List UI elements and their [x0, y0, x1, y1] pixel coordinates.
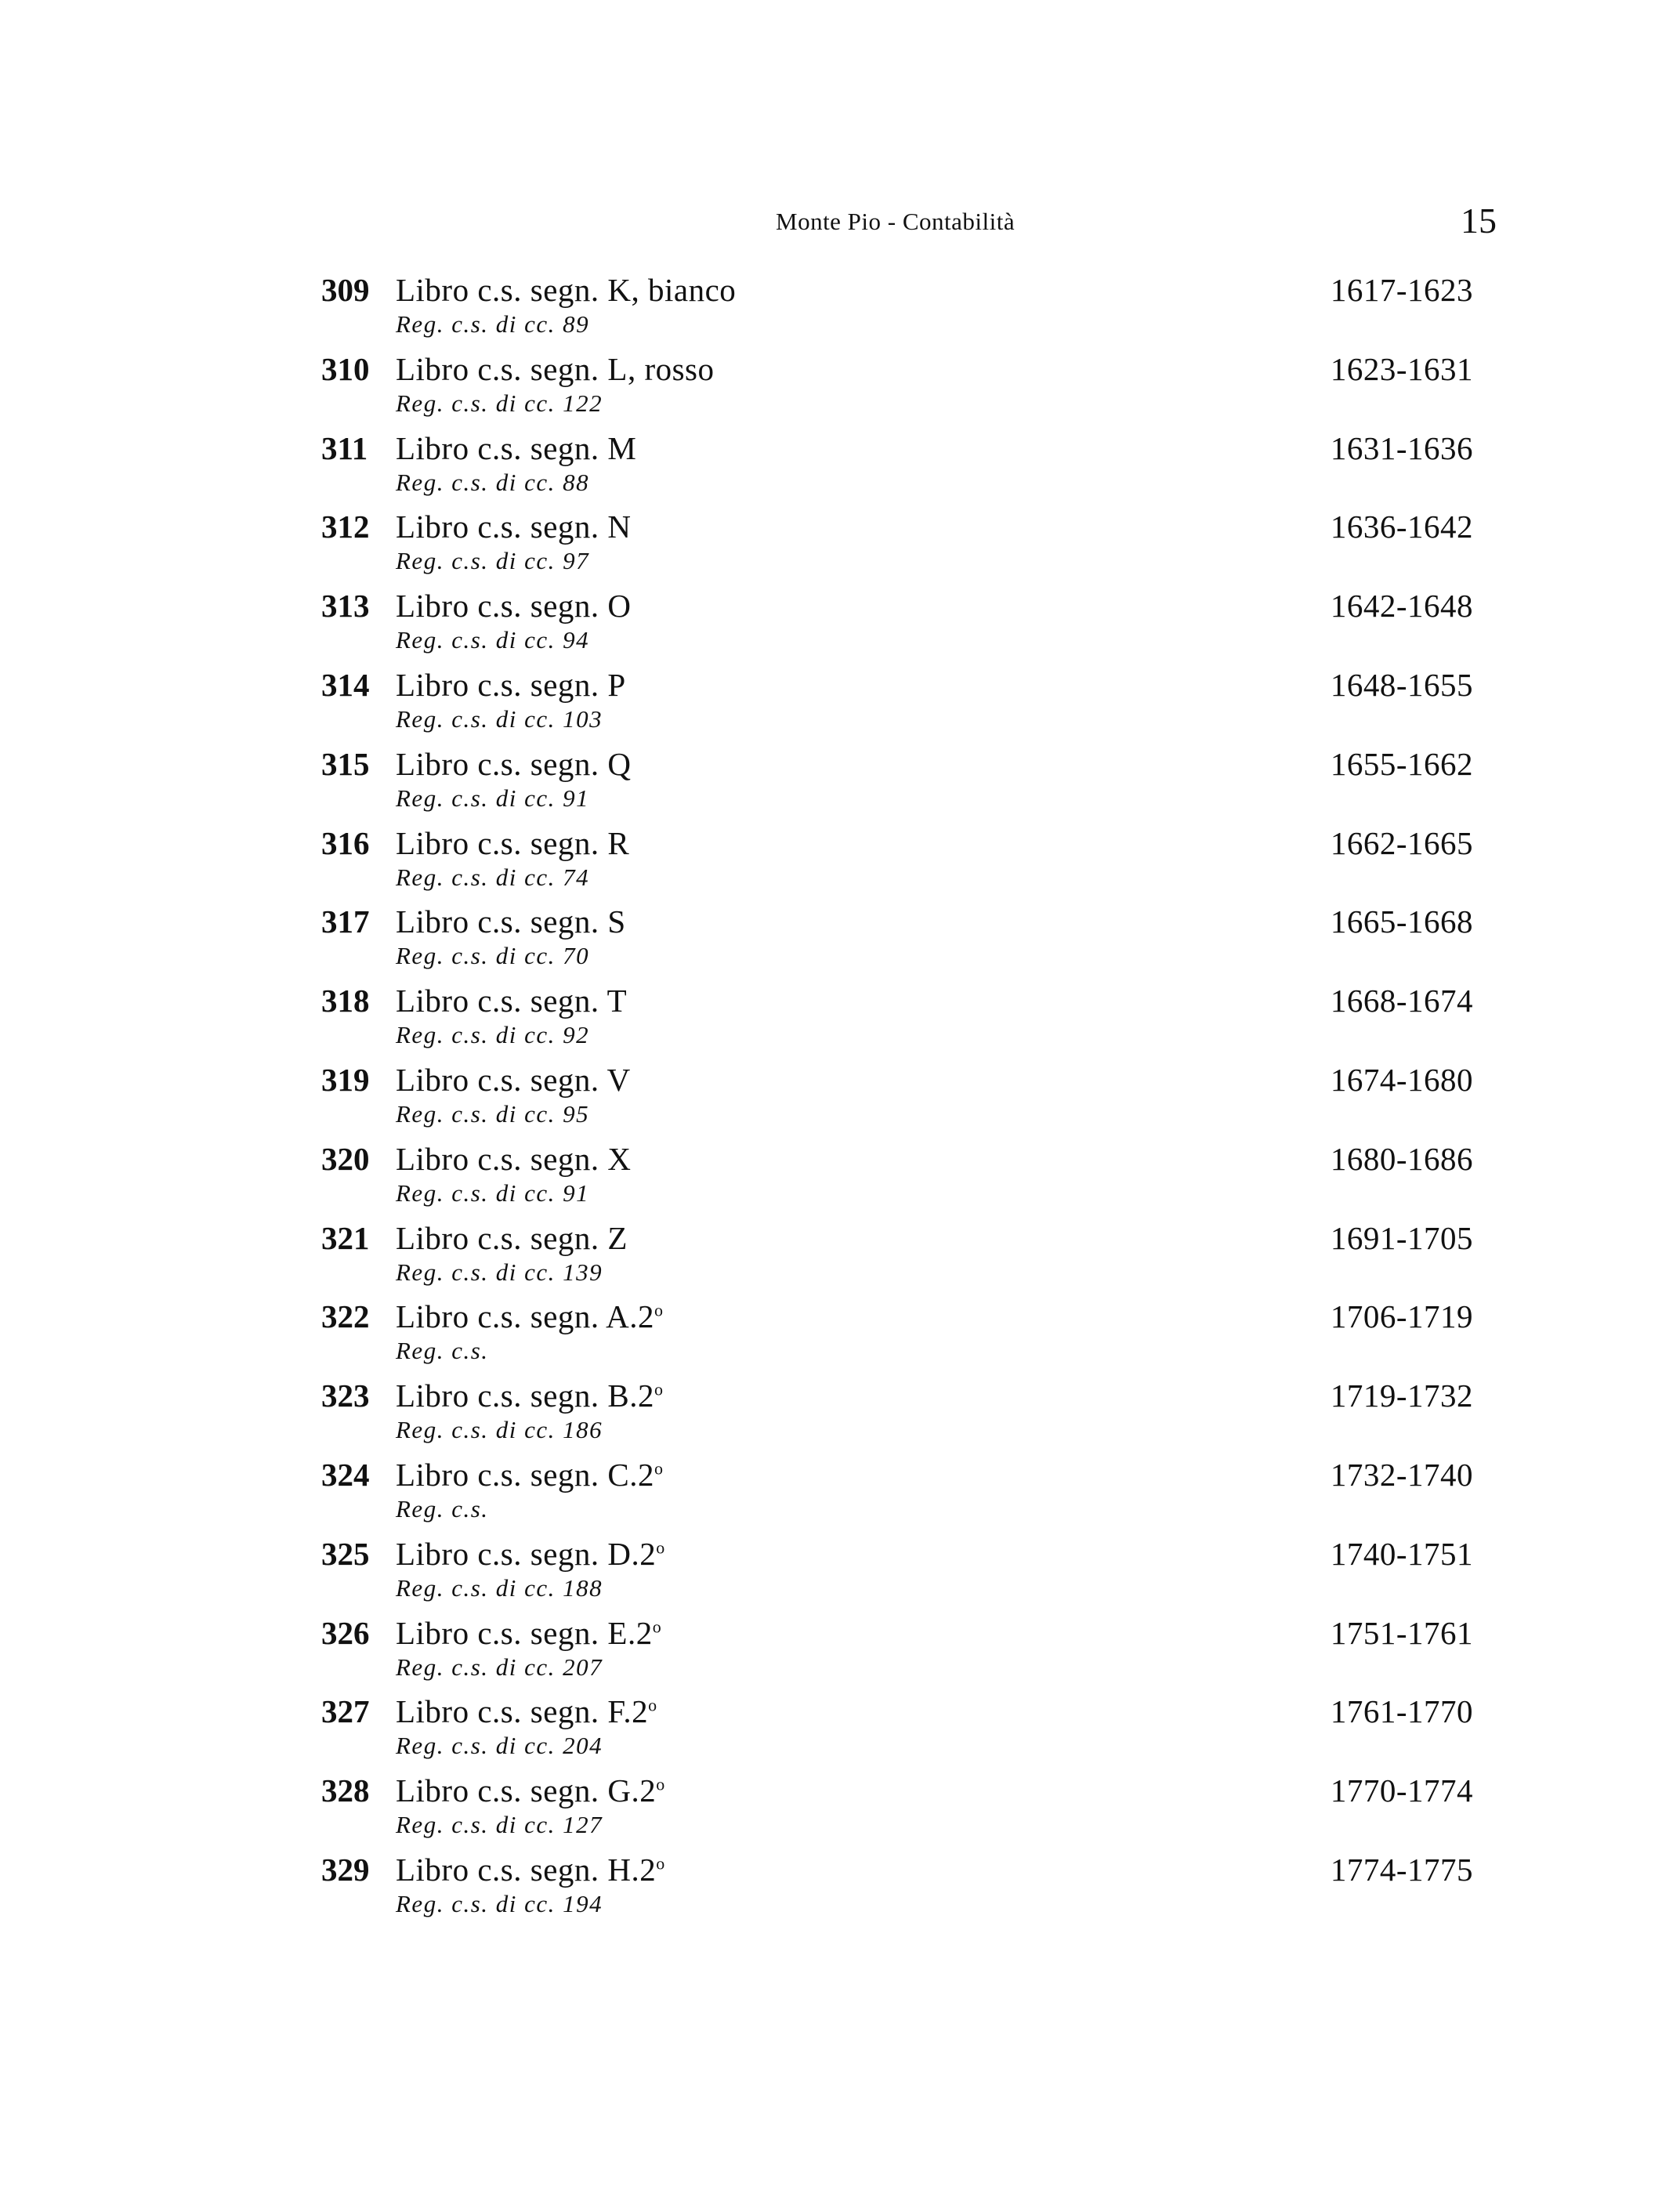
entry-description: Reg. c.s. di cc. 88 — [396, 468, 590, 496]
entry-dates: 1665-1668 — [1330, 903, 1473, 940]
list-item — [321, 985, 1497, 1064]
entry-title — [396, 1693, 657, 1730]
entry-title — [396, 511, 632, 543]
entry-title — [396, 1380, 664, 1412]
entry-dates: 1719-1732 — [1330, 1378, 1473, 1414]
entry-title — [396, 985, 627, 1017]
entry-number: 312 — [321, 509, 370, 545]
list-item — [321, 1298, 1497, 1380]
entry-description: Reg. c.s. di cc. 186 — [396, 1416, 603, 1444]
list-item — [321, 666, 1497, 748]
entry-description: Reg. c.s. di cc. 95 — [396, 1099, 590, 1128]
entry-number: 325 — [321, 1535, 370, 1572]
entry-dates: 1691-1705 — [1330, 1219, 1473, 1256]
entry-title-superscript: o — [656, 1853, 665, 1874]
entry-title — [396, 1219, 628, 1256]
entry-description: Reg. c.s. di cc. 139 — [396, 1258, 603, 1286]
entry-title-text: Libro c.s. segn. E.2 — [396, 1614, 653, 1651]
entry-dates: 1774-1775 — [1330, 1851, 1473, 1888]
entry-dates: 1751-1761 — [1330, 1614, 1473, 1651]
entry-title-superscript: o — [656, 1774, 665, 1794]
entry-title-text: Libro c.s. segn. H.2 — [396, 1851, 657, 1888]
entry-description: Reg. c.s. di cc. 207 — [396, 1653, 603, 1681]
entry-number: 328 — [321, 1772, 370, 1809]
list-item — [321, 1614, 1497, 1696]
entry-title — [396, 824, 630, 861]
entry-title-text: Libro c.s. segn. Q — [396, 745, 632, 782]
entry-number: 324 — [321, 1456, 370, 1493]
entry-dates: 1770-1774 — [1330, 1772, 1473, 1809]
entry-title — [396, 1061, 631, 1098]
entry-number: 316 — [321, 824, 370, 861]
entry-description: Reg. c.s. di cc. 70 — [396, 942, 590, 970]
entry-description: Reg. c.s. — [396, 1494, 489, 1522]
entry-dates: 1631-1636 — [1330, 429, 1473, 466]
entry-description: Reg. c.s. di cc. 89 — [396, 310, 590, 338]
entry-description: Reg. c.s. di cc. 92 — [396, 1021, 590, 1049]
entry-dates: 1668-1674 — [1330, 983, 1473, 1019]
list-item — [321, 429, 1497, 512]
entry-title — [396, 429, 637, 466]
entry-number: 314 — [321, 666, 370, 703]
entry-description: Reg. c.s. di cc. 188 — [396, 1573, 603, 1602]
entry-description: Reg. c.s. di cc. 91 — [396, 784, 590, 812]
entry-title-text: Libro c.s. segn. K, bianco — [396, 272, 737, 308]
list-item — [321, 1061, 1497, 1143]
entry-title-text: Libro c.s. segn. O — [396, 588, 632, 625]
entry-title-text: Libro c.s. segn. A.2 — [396, 1298, 654, 1335]
entry-title — [396, 1851, 665, 1888]
entry-title-superscript: o — [656, 1537, 665, 1558]
entry-title-superscript: o — [654, 1300, 664, 1320]
entry-title-superscript: o — [648, 1695, 657, 1715]
entry-description: Reg. c.s. di cc. 103 — [396, 704, 603, 733]
list-item — [321, 274, 1497, 353]
entry-dates: 1680-1686 — [1330, 1140, 1473, 1177]
entry-dates: 1617-1623 — [1330, 272, 1473, 308]
entry-dates: 1732-1740 — [1330, 1456, 1473, 1493]
entry-dates: 1636-1642 — [1330, 509, 1473, 545]
entry-title-text: Libro c.s. segn. X — [396, 1140, 632, 1177]
entry-title-text: Libro c.s. segn. F.2 — [396, 1693, 649, 1730]
entry-title-superscript: o — [654, 1458, 664, 1479]
entry-title-text: Libro c.s. segn. B.2 — [396, 1378, 654, 1414]
running-title: Monte Pio - Contabilità — [776, 208, 1016, 235]
list-item — [321, 590, 1497, 669]
list-item — [321, 824, 1497, 907]
entry-dates: 1655-1662 — [1330, 745, 1473, 782]
entry-title — [396, 274, 736, 306]
entry-number: 319 — [321, 1061, 370, 1098]
entry-title-text: Libro c.s. segn. V — [396, 1061, 631, 1098]
entry-description: Reg. c.s. di cc. 194 — [396, 1889, 603, 1917]
entry-description: Reg. c.s. di cc. 127 — [396, 1811, 603, 1839]
page-header — [321, 200, 1497, 255]
entry-description: Reg. c.s. di cc. 122 — [396, 389, 603, 417]
entry-title-text: Libro c.s. segn. S — [396, 903, 626, 940]
entry-title-text: Libro c.s. segn. Z — [396, 1219, 628, 1256]
entry-dates: 1740-1751 — [1330, 1535, 1473, 1572]
list-item — [321, 1140, 1497, 1222]
entry-description: Reg. c.s. di cc. 74 — [396, 863, 590, 891]
entry-dates: 1761-1770 — [1330, 1693, 1473, 1730]
entry-title-superscript: o — [652, 1616, 662, 1636]
entry-dates: 1623-1631 — [1330, 350, 1473, 387]
entry-title — [396, 903, 626, 940]
entry-number: 329 — [321, 1851, 370, 1888]
page-number: 15 — [1461, 201, 1497, 241]
entry-number: 323 — [321, 1378, 370, 1414]
list-item — [321, 1456, 1497, 1538]
entry-title-text: Libro c.s. segn. P — [396, 666, 626, 703]
entry-number: 327 — [321, 1693, 370, 1730]
entry-title — [396, 666, 626, 703]
entry-title-text: Libro c.s. segn. G.2 — [396, 1772, 657, 1809]
entry-number: 309 — [321, 272, 370, 308]
entry-number: 321 — [321, 1219, 370, 1256]
entry-dates: 1648-1655 — [1330, 666, 1473, 703]
entry-description: Reg. c.s. di cc. 91 — [396, 1178, 590, 1207]
entry-number: 318 — [321, 983, 370, 1019]
list-item — [321, 903, 1497, 985]
list-item — [321, 1535, 1497, 1617]
entry-number: 310 — [321, 350, 370, 387]
entry-title — [396, 588, 632, 625]
entry-title-text: Libro c.s. segn. D.2 — [396, 1535, 657, 1572]
entry-number: 322 — [321, 1298, 370, 1335]
list-item — [321, 1219, 1497, 1302]
list-item — [321, 745, 1497, 827]
entry-dates: 1706-1719 — [1330, 1298, 1473, 1335]
entry-dates: 1662-1665 — [1330, 824, 1473, 861]
entry-number: 311 — [321, 429, 368, 466]
list-item — [321, 1380, 1497, 1459]
entry-number: 315 — [321, 745, 370, 782]
entry-description: Reg. c.s. — [396, 1337, 489, 1365]
entry-title-text: Libro c.s. segn. R — [396, 824, 630, 861]
entry-title — [396, 1456, 664, 1493]
entry-title — [396, 1614, 662, 1651]
entry-title — [396, 745, 632, 782]
entry-title-text: Libro c.s. segn. T — [396, 983, 628, 1019]
entry-number: 317 — [321, 903, 370, 940]
list-item — [321, 1693, 1497, 1775]
entry-title-text: Libro c.s. segn. L, rosso — [396, 350, 715, 387]
entry-title-text: Libro c.s. segn. M — [396, 429, 637, 466]
entry-description: Reg. c.s. di cc. 94 — [396, 626, 590, 654]
entry-title-text: Libro c.s. segn. N — [396, 509, 632, 545]
entry-title — [396, 1140, 632, 1177]
list-item — [321, 511, 1497, 590]
entry-number: 320 — [321, 1140, 370, 1177]
entry-number: 313 — [321, 588, 370, 625]
entry-description: Reg. c.s. di cc. 204 — [396, 1732, 603, 1760]
list-item — [321, 1772, 1497, 1854]
entry-title-text: Libro c.s. segn. C.2 — [396, 1456, 654, 1493]
entry-title-superscript: o — [654, 1379, 664, 1399]
entry-title — [396, 1772, 665, 1809]
entry-list — [321, 274, 1497, 1933]
entry-number: 326 — [321, 1614, 370, 1651]
entry-title — [396, 350, 715, 387]
entry-description: Reg. c.s. di cc. 97 — [396, 547, 590, 575]
entry-title — [396, 1298, 664, 1335]
list-item — [321, 1851, 1497, 1933]
entry-dates: 1642-1648 — [1330, 588, 1473, 625]
list-item — [321, 350, 1497, 433]
entry-title — [396, 1535, 665, 1572]
entry-dates: 1674-1680 — [1330, 1061, 1473, 1098]
